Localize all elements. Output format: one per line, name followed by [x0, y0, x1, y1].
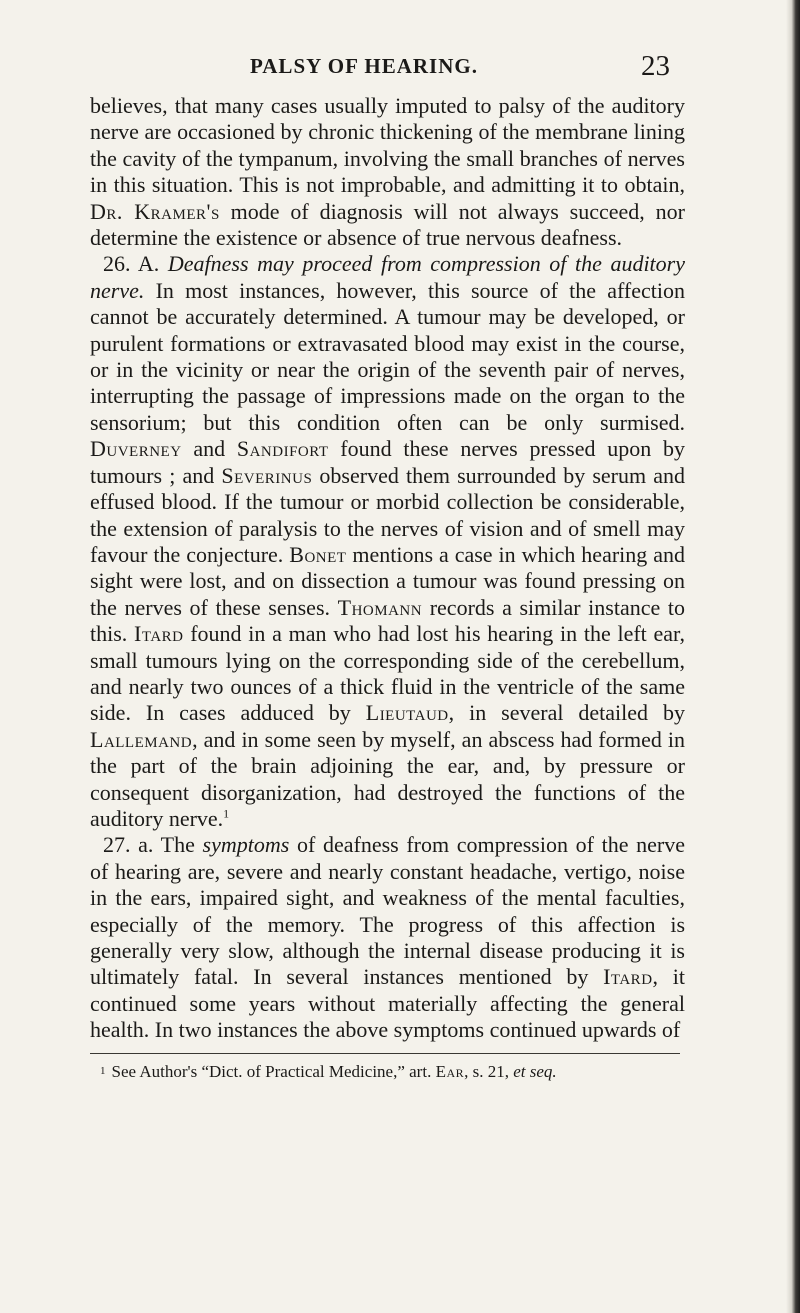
- footnote-mark: 1: [100, 1065, 106, 1077]
- text-run: found in a man who had lost his hearing in the left ear, small tumours lying on the corresponding side of the cerebellum, and nearly two ounces of a thick fluid in the ventricle of the same side. In cases adduced by: [90, 621, 685, 726]
- text-run: , in several detailed by: [448, 700, 685, 726]
- running-title: PALSY OF HEARING.: [250, 54, 478, 78]
- author-name: Duverney: [90, 436, 182, 462]
- author-name: Severinus: [221, 462, 313, 488]
- section-number: 27. a.: [103, 832, 154, 858]
- text-run: mentions a case in which hearing and sight were lost, and on dissection a tumour was found pressing on the nerves of these senses.: [90, 541, 685, 620]
- emphasis: symptoms: [202, 832, 290, 858]
- section-heading: Deafness may proceed from compression of the auditory nerve.: [90, 251, 685, 303]
- page-edge-shadow: [786, 0, 800, 1313]
- et-seq: et seq.: [513, 1062, 557, 1081]
- footnote-rule: [90, 1053, 680, 1054]
- author-name: Itard: [134, 621, 184, 647]
- author-name: Thomann: [337, 594, 423, 620]
- page-number: 23: [641, 50, 670, 82]
- text-run: In most instances, however, this source of the affection cannot be accurately determined. A tumour may be developed, or purulent formations or extravasated blood may exist in the course, or in the vicinity or near the origin of the seventh pair of nerves, interrupting the passage of impressions made on the organ to the sensorium; but this condition often can be only surmised.: [90, 277, 685, 435]
- footnote-reference: 1: [223, 806, 230, 821]
- text-run: , and in some seen by myself, an abscess had formed in the part of the brain adjoining the ear, and, by pressure or consequent disorganization, had destroyed the functions of the auditory nerve.: [90, 726, 685, 831]
- author-name: Sandifort: [236, 436, 329, 462]
- author-name: Dr. Kramer's: [90, 198, 220, 224]
- section-number: 26. A.: [103, 251, 160, 277]
- author-name: Itard: [603, 964, 653, 990]
- paragraph-26: [90, 251, 685, 832]
- author-name: Lieutaud: [365, 700, 449, 726]
- text-run: records a similar instance to this.: [90, 594, 685, 647]
- body-text: [90, 93, 685, 1044]
- paragraph-continued: [90, 93, 685, 251]
- author-name: Lallemand: [90, 726, 193, 752]
- text-run: The: [153, 832, 203, 858]
- author-name: Bonet: [289, 541, 347, 567]
- text-run: , s. 21,: [464, 1062, 514, 1081]
- paragraph-27: [90, 832, 685, 1043]
- reference-term: Ear: [435, 1062, 465, 1081]
- footnote: [100, 1060, 700, 1083]
- text-run: of deafness from compression of the nerve of hearing are, severe and nearly constant headache, vertigo, noise in the ears, impaired sight, and weakness of the mental faculties, especially of the memory. The progress of this affection is generally very slow, although the internal disease producing it is ultimately fatal. In several instances mentioned by: [90, 832, 685, 990]
- text-run: found these nerves pressed upon by tumours ; and: [90, 436, 685, 488]
- text-run: believes, that many cases usually imputed to palsy of the auditory nerve are occasioned by chronic thickening of the membrane lining the cavity of the tympanum, involving the small branches of nerves in this situation. This is not improbable, and admitting it to obtain,: [90, 93, 685, 198]
- text-run: , it continued some years without materially affecting the general health. In two instances the above symptoms continued upwards of: [90, 964, 685, 1043]
- text-run: mode of diagnosis will not always succeed, nor determine the existence or absence of true nervous deafness.: [90, 198, 685, 251]
- page-header: [90, 50, 690, 84]
- text-run: observed them surrounded by serum and effused blood. If the tumour or morbid collection be considerable, the extension of paralysis to the nerves of vision and of smell may favour the conjecture.: [90, 462, 685, 567]
- text-run: and: [181, 436, 237, 462]
- text-run: See Author's “Dict. of Practical Medicine,” art.: [111, 1062, 436, 1081]
